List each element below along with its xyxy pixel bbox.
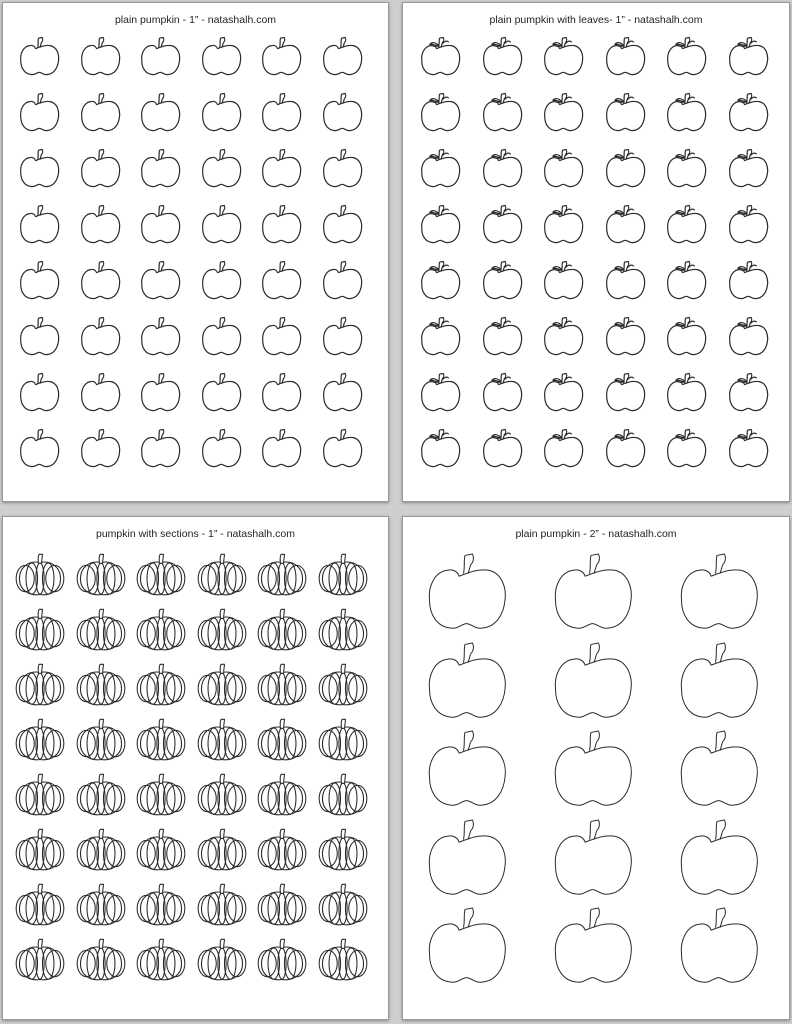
printable-sheet-plain-pumpkin-2in (402, 516, 790, 1020)
pumpkin-sections-icon (199, 716, 245, 762)
pumpkin-icon (78, 36, 124, 76)
pumpkin-icon (259, 260, 305, 300)
pumpkin-sections-icon (17, 716, 63, 762)
pumpkin-sections-icon (199, 881, 245, 927)
pumpkin-sections-icon (138, 551, 184, 597)
pumpkin-icon (17, 428, 63, 468)
pumpkin-leaf-icon (602, 36, 650, 76)
pumpkin-icon (78, 260, 124, 300)
pumpkin-leaf-icon (540, 148, 588, 188)
pumpkin-sections-icon (17, 826, 63, 872)
pumpkin-sections-icon (259, 771, 305, 817)
pumpkin-leaf-icon (725, 204, 773, 244)
pumpkin-sections-icon (199, 661, 245, 707)
pumpkin-sections-icon (199, 606, 245, 652)
pumpkin-sections-icon (17, 551, 63, 597)
pumpkin-icon (547, 551, 641, 631)
pumpkin-leaf-icon (479, 36, 527, 76)
pumpkin-leaf-icon (540, 428, 588, 468)
pumpkin-icon (17, 372, 63, 412)
printable-sheet-pumpkin-with-leaves-1in (402, 2, 790, 502)
pumpkin-sections-icon (320, 551, 366, 597)
pumpkin-icon (78, 428, 124, 468)
pumpkin-icon (138, 92, 184, 132)
sheet-title: pumpkin with sections - 1” - natashalh.com (95, 528, 295, 540)
pumpkin-icon (259, 36, 305, 76)
pumpkin-icon (673, 728, 767, 808)
pumpkin-icon (259, 428, 305, 468)
pumpkin-sections-icon (199, 936, 245, 982)
pumpkin-sections-icon (259, 661, 305, 707)
pumpkin-icon (320, 372, 366, 412)
pumpkin-leaf-icon (417, 148, 465, 188)
pumpkin-icon (259, 204, 305, 244)
pumpkin-leaf-icon (479, 316, 527, 356)
pumpkin-leaf-icon (663, 148, 711, 188)
pumpkin-sections-icon (78, 771, 124, 817)
pumpkin-leaf-icon (602, 92, 650, 132)
pumpkin-leaf-icon (540, 372, 588, 412)
pumpkin-icon (547, 817, 641, 897)
pumpkin-sections-icon (320, 771, 366, 817)
pumpkin-sections-icon (320, 606, 366, 652)
sheet-title: plain pumpkin with leaves- 1” - natashalh.com (489, 14, 703, 26)
pumpkin-leaf-icon (663, 316, 711, 356)
pumpkin-sections-icon (78, 551, 124, 597)
pumpkin-icon (17, 260, 63, 300)
sheet-title: plain pumpkin - 1” - natashalh.com (114, 14, 277, 26)
pumpkin-icon (138, 36, 184, 76)
pumpkin-icon (320, 428, 366, 468)
pumpkin-icon (17, 316, 63, 356)
pumpkin-leaf-icon (479, 148, 527, 188)
pumpkin-sections-icon (259, 936, 305, 982)
pumpkin-icon (259, 148, 305, 188)
pumpkin-leaf-icon (540, 316, 588, 356)
pumpkin-sections-icon (138, 716, 184, 762)
pumpkin-sections-icon (320, 661, 366, 707)
pumpkin-icon (673, 640, 767, 720)
pumpkin-leaf-icon (479, 372, 527, 412)
pumpkin-leaf-icon (602, 204, 650, 244)
pumpkin-sections-icon (17, 936, 63, 982)
pumpkin-icon (199, 372, 245, 412)
pumpkin-sections-icon (78, 881, 124, 927)
pumpkin-leaf-icon (479, 204, 527, 244)
pumpkin-icon (199, 92, 245, 132)
pumpkin-icon (320, 260, 366, 300)
pumpkin-icon (17, 36, 63, 76)
pumpkin-leaf-icon (479, 428, 527, 468)
pumpkin-icon (421, 640, 515, 720)
pumpkin-leaf-icon (602, 260, 650, 300)
pumpkin-sections-icon (78, 606, 124, 652)
pumpkin-sections-icon (138, 661, 184, 707)
pumpkin-leaf-icon (725, 372, 773, 412)
pumpkin-icon (320, 204, 366, 244)
pumpkin-icon (199, 148, 245, 188)
pumpkin-sections-icon (138, 936, 184, 982)
pumpkin-sections-icon (17, 606, 63, 652)
pumpkin-leaf-icon (540, 36, 588, 76)
pumpkin-icon (421, 728, 515, 808)
pumpkin-leaf-icon (417, 372, 465, 412)
pumpkin-icon (199, 204, 245, 244)
pumpkin-leaf-icon (602, 148, 650, 188)
pumpkin-icon (78, 316, 124, 356)
pumpkin-leaf-icon (540, 92, 588, 132)
pumpkin-leaf-icon (540, 260, 588, 300)
pumpkin-leaf-icon (663, 372, 711, 412)
pumpkin-leaf-icon (725, 260, 773, 300)
pumpkin-icon (259, 316, 305, 356)
pumpkin-icon (78, 372, 124, 412)
pumpkin-sections-icon (320, 936, 366, 982)
pumpkin-icon (259, 92, 305, 132)
pumpkin-sections-icon (138, 771, 184, 817)
pumpkin-sections-icon (17, 771, 63, 817)
pumpkin-leaf-icon (417, 92, 465, 132)
pumpkin-sections-icon (259, 551, 305, 597)
pumpkin-icon (199, 36, 245, 76)
pumpkin-leaf-icon (602, 428, 650, 468)
pumpkin-leaf-icon (725, 316, 773, 356)
pumpkin-icon (17, 204, 63, 244)
pumpkin-sections-icon (138, 606, 184, 652)
pumpkin-sections-icon (259, 716, 305, 762)
pumpkin-sections-icon (17, 661, 63, 707)
pumpkin-leaf-icon (663, 204, 711, 244)
pumpkin-icon (320, 148, 366, 188)
pumpkin-icon (259, 372, 305, 412)
pumpkin-sections-icon (138, 881, 184, 927)
pumpkin-sections-icon (259, 606, 305, 652)
pumpkin-sections-icon (259, 826, 305, 872)
pumpkin-icon (138, 260, 184, 300)
pumpkin-sections-icon (320, 881, 366, 927)
pumpkin-leaf-icon (725, 428, 773, 468)
pumpkin-leaf-icon (725, 148, 773, 188)
pumpkin-icon (17, 92, 63, 132)
pumpkin-leaf-icon (663, 428, 711, 468)
pumpkin-icon (138, 148, 184, 188)
pumpkin-icon (78, 204, 124, 244)
pumpkin-icon (199, 260, 245, 300)
pumpkin-leaf-icon (540, 204, 588, 244)
pumpkin-icon (320, 36, 366, 76)
printable-sheet-pumpkin-with-sections-1in (2, 516, 389, 1020)
pumpkin-icon (199, 316, 245, 356)
pumpkin-leaf-icon (725, 36, 773, 76)
pumpkin-icon (547, 905, 641, 985)
pumpkin-leaf-icon (479, 92, 527, 132)
pumpkin-leaf-icon (417, 428, 465, 468)
pumpkin-icon (421, 817, 515, 897)
pumpkin-leaf-icon (602, 372, 650, 412)
pumpkin-leaf-icon (663, 260, 711, 300)
pumpkin-leaf-icon (417, 204, 465, 244)
pumpkin-icon (673, 817, 767, 897)
pumpkin-leaf-icon (663, 36, 711, 76)
printable-sheet-plain-pumpkin-1in (2, 2, 389, 502)
pumpkin-leaf-icon (663, 92, 711, 132)
pumpkin-icon (138, 372, 184, 412)
pumpkin-sections-icon (78, 661, 124, 707)
pumpkin-icon (78, 92, 124, 132)
pumpkin-leaf-icon (602, 316, 650, 356)
pumpkin-icon (138, 204, 184, 244)
pumpkin-leaf-icon (417, 316, 465, 356)
sheet-title: plain pumpkin - 2” - natashalh.com (515, 528, 677, 540)
pumpkin-icon (421, 551, 515, 631)
pumpkin-icon (547, 728, 641, 808)
pumpkin-sections-icon (199, 551, 245, 597)
pumpkin-leaf-icon (417, 36, 465, 76)
pumpkin-icon (199, 428, 245, 468)
pumpkin-sections-icon (78, 936, 124, 982)
pumpkin-sections-icon (78, 826, 124, 872)
pumpkin-leaf-icon (725, 92, 773, 132)
pumpkin-sections-icon (320, 826, 366, 872)
pumpkin-sections-icon (320, 716, 366, 762)
pumpkin-sections-icon (78, 716, 124, 762)
pumpkin-icon (547, 640, 641, 720)
pumpkin-icon (673, 905, 767, 985)
pumpkin-sections-icon (17, 881, 63, 927)
pumpkin-icon (138, 316, 184, 356)
pumpkin-sections-icon (138, 826, 184, 872)
pumpkin-sections-icon (259, 881, 305, 927)
pumpkin-sections-icon (199, 771, 245, 817)
pumpkin-icon (421, 905, 515, 985)
pumpkin-icon (320, 316, 366, 356)
pumpkin-icon (320, 92, 366, 132)
pumpkin-icon (17, 148, 63, 188)
pumpkin-sections-icon (199, 826, 245, 872)
pumpkin-leaf-icon (479, 260, 527, 300)
pumpkin-icon (138, 428, 184, 468)
pumpkin-icon (673, 551, 767, 631)
pumpkin-leaf-icon (417, 260, 465, 300)
pumpkin-icon (78, 148, 124, 188)
